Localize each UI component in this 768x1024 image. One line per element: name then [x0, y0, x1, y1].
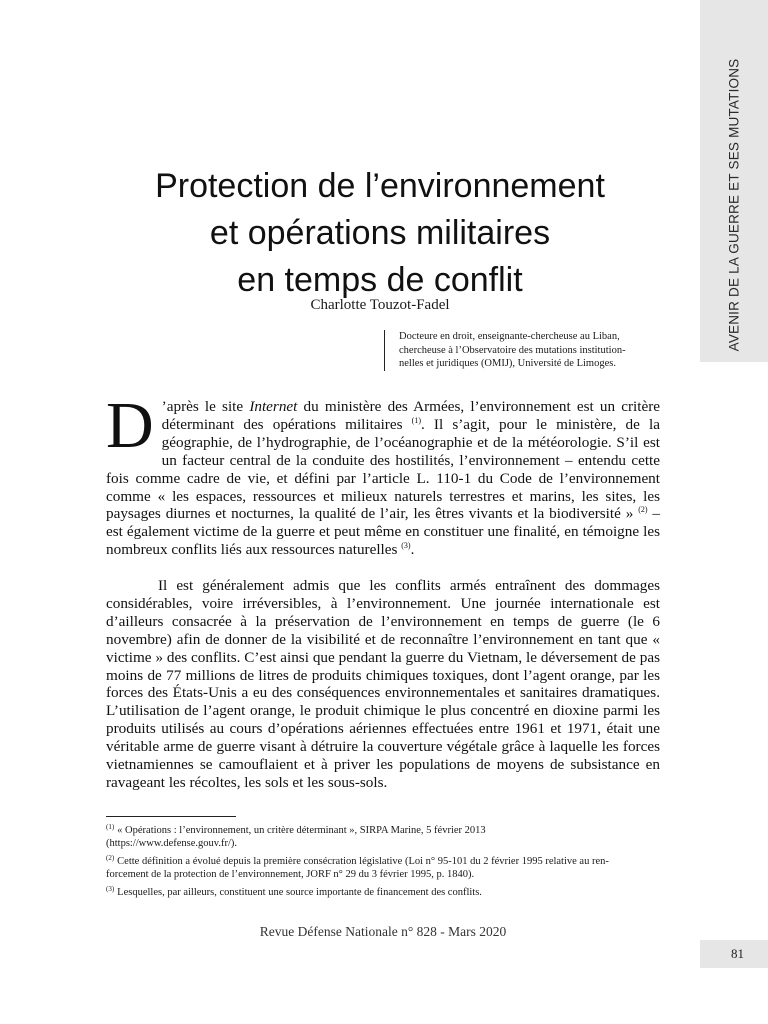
footnote-1: $^{(1)}$ « Opérations : l’environnement, un critère déterminant », SIRPA Marine, 5 février 2013 (https://www.defense.gouv.fr/). — [106, 823, 486, 849]
drop-cap: D — [106, 389, 154, 462]
affiliation-line: nelles et juridiques (OMIJ), Université de Limoges. — [399, 358, 616, 369]
footnotes — [106, 821, 666, 902]
footnote-3: $^{(3)}$ Lesquelles, par ailleurs, constituent une source importante de financement des conflits. — [106, 885, 482, 899]
footnote-number: (2) — [106, 854, 115, 863]
article-title — [100, 163, 660, 304]
footnote-ref-2: (2) — [638, 505, 648, 515]
title-line: en temps de conflit — [237, 260, 523, 299]
paragraph-2: Il est généralement admis que les conflits armés entraînent des dommages considérables, voire irréversibles, à l’environnement. Une journée internationale est d’ailleurs consacrée à la préservation de l’environnement en temps de guerre (le 6 novembre) afin de donner de la visibilité et de reconnaître l’environnement en tant que « victime » des conflits. C’est ainsi que pendant la guerre du Vietnam, le déversement de pas moins de 77 millions de litres de produits chimiques toxiques, dont l’agent orange, par les forces des États-Unis a eu des conséquences environnementales et sanitaires dramatiques. L’utilisation de l’agent orange, le produit chimique le plus concentré en dioxine parmi les produits utilisés au cours d’opérations aériennes effectuées entre 1961 et 1971, était une véritable arme de guerre visant à détruire la couverture végétale grâce à laquelle les forces vietnamiennes se camouflaient et à priver les populations de moyens de subsistance en ravageant les récoltes, les sols et les sous-sols. — [106, 577, 660, 791]
footnote-number: (3) — [106, 885, 115, 894]
journal-footer: Revue Défense Nationale n° 828 - Mars 2020 — [259, 924, 507, 939]
title-line: Protection de l’environnement — [155, 166, 605, 205]
page-number-box — [700, 940, 768, 968]
page-number: 81 — [731, 946, 744, 961]
article-body — [106, 389, 660, 792]
author-name: Charlotte Touzot-Fadel — [310, 297, 450, 313]
footnote-ref-1: (1) — [411, 415, 421, 425]
author-affiliation — [384, 330, 699, 371]
affiliation-line: chercheuse à l’Observatoire des mutations institution- — [399, 344, 626, 356]
paragraph-1: D ’après le site Internet du ministère des Armées, l’environnement est un critère déterminant des opérations militaires $^{(1)}$. Il s’agit, pour le ministère, de la géographie, de l’hydrographie, de l’océanographie et de la météorologie. S’il est un facteur central de la conduite des hostilités, l’environnement – entendu cette fois comme cadre de vie, et défini par l’article L. 110-1 du Code de l’environnement comme « les espaces, ressources et milieux naturels terrestres et marins, les sites, les paysages diurnes et nocturnes, la qualité de l’air, les êtres vivants et la biodiversité » $^{(2)}$ – est également victime de la guerre et peut même en constituer une finalité, en témoigne les nombreux conflits liés aux ressources naturelles $^{(3)}$. — [106, 389, 660, 559]
footnote-divider — [106, 816, 236, 817]
section-label: AVENIR DE LA GUERRE ET SES MUTATIONS — [726, 58, 742, 352]
footnote-2: $^{(2)}$ Cette définition a évolué depuis la première consécration législative (Loi n° 95-101 du 2 février 1995 relative au ren- forcement de la protection de l’environnement, JORF n° 29 du 3 février 1995, p. 1840). — [106, 854, 609, 880]
affiliation-line: Docteure en droit, enseignante-chercheuse au Liban, — [399, 331, 620, 342]
footnote-ref-3: (3) — [401, 541, 411, 551]
italic-term: Internet — [249, 398, 298, 415]
title-line: et opérations militaires — [209, 213, 551, 252]
footnote-number: (1) — [106, 823, 115, 831]
